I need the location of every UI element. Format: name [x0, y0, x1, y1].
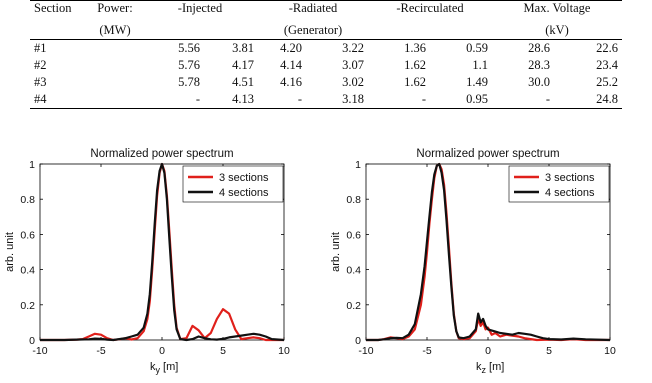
y-tick-label: 0.2	[346, 299, 361, 312]
table-cell-section: #1	[34, 41, 47, 55]
table-cell-rec-a: 1.62	[404, 58, 426, 72]
table-cell-rec-b: 1.1	[472, 58, 488, 72]
table-cell-rec-a: 1.62	[404, 75, 426, 89]
header-power-unit: (MW)	[88, 21, 142, 40]
table-cell-vol-a: 30.0	[528, 75, 550, 89]
table-cell-rad-b: 3.02	[342, 75, 364, 89]
y-tick-label: 0	[355, 335, 361, 347]
table-cell-empty	[88, 74, 142, 91]
table-cell-inj-a: 5.76	[178, 58, 200, 72]
table-cell-vol-b: 25.2	[596, 75, 618, 89]
results-table	[30, 0, 622, 109]
table-cell-rad-a: 4.16	[280, 75, 302, 89]
x-tick-label: 10	[278, 345, 290, 357]
y-tick-label: 0	[29, 335, 35, 347]
table-cell-section: #4	[30, 91, 88, 109]
chart-title: Normalized power spectrum	[416, 148, 560, 160]
y-tick-label: 0.8	[346, 194, 361, 207]
table-cell-inj-a: 5.56	[178, 41, 200, 55]
chart-title: Normalized power spectrum	[90, 148, 234, 160]
x-tick-label: 0	[485, 345, 491, 357]
y-tick-label: 0.8	[20, 194, 35, 207]
spectrum-plot-kz	[326, 138, 652, 383]
table-cell-rad-b: 3.18	[306, 91, 368, 109]
x-tick-label: -10	[358, 345, 374, 357]
y-tick-label: 1	[355, 159, 361, 171]
table-cell-vol-b: 22.6	[596, 41, 618, 55]
table-cell-inj-a: 5.78	[178, 75, 200, 89]
table-cell-inj-a: -	[142, 91, 204, 109]
y-axis-label: arb. unit	[4, 232, 16, 272]
table-cell-inj-b: 4.13	[204, 91, 258, 109]
header-section: Section	[30, 1, 88, 22]
header-recirculated: -Recirculated	[368, 1, 492, 22]
x-tick-label: -5	[96, 345, 106, 357]
table-cell-empty	[88, 40, 142, 58]
legend-label: 3 sections	[545, 172, 595, 184]
table-row	[30, 91, 622, 109]
y-tick-label: 0.6	[346, 229, 361, 242]
table-header-row	[30, 1, 622, 22]
results-table-container	[30, 0, 622, 109]
table-cell-rec-b: 0.59	[466, 41, 488, 55]
legend-label: 4 sections	[219, 187, 269, 199]
x-axis-label: $k_z$ [m]	[476, 361, 505, 375]
table-cell-rad-a: -	[258, 91, 306, 109]
table-cell-rec-b: 0.95	[430, 91, 492, 109]
table-cell-section: #2	[34, 58, 47, 72]
table-row	[30, 40, 622, 58]
x-tick-label: -5	[422, 345, 432, 357]
header-max-voltage-unit: (kV)	[492, 21, 622, 40]
x-tick-label: 5	[546, 345, 552, 357]
table-cell-vol-a: 28.6	[528, 41, 550, 55]
table-cell-rad-a: 4.14	[280, 58, 302, 72]
table-cell-inj-b: 4.51	[232, 75, 254, 89]
x-tick-label: 5	[220, 345, 226, 357]
header-injected: -Injected	[142, 1, 258, 22]
table-cell-section: #3	[34, 75, 47, 89]
table-cell-rad-a: 4.20	[280, 41, 302, 55]
table-row	[30, 74, 622, 91]
table-cell-empty	[88, 91, 142, 109]
table-cell-rec-a: -	[368, 91, 430, 109]
x-tick-label: 0	[159, 345, 165, 357]
header-radiated-sub: (Generator)	[258, 21, 368, 40]
y-tick-label: 1	[29, 159, 35, 171]
x-axis-label: $k_y$ [m]	[150, 361, 179, 375]
table-cell-vol-a: -	[492, 91, 554, 109]
table-cell-vol-a: 28.3	[528, 58, 550, 72]
table-cell-inj-b: 3.81	[232, 41, 254, 55]
table-cell-rec-a: 1.36	[404, 41, 426, 55]
y-tick-label: 0.2	[20, 299, 35, 312]
table-cell-vol-b: 24.8	[554, 91, 622, 109]
header-max-voltage: Max. Voltage	[492, 1, 622, 22]
header-radiated: -Radiated	[258, 1, 368, 22]
table-cell-rad-b: 3.22	[342, 41, 364, 55]
spectrum-plot-ky	[0, 138, 326, 383]
table-cell-empty	[88, 57, 142, 74]
table-cell-rad-b: 3.07	[342, 58, 364, 72]
x-tick-label: -10	[32, 345, 48, 357]
header-power: Power:	[88, 1, 142, 22]
table-cell-inj-b: 4.17	[232, 58, 254, 72]
y-tick-label: 0.6	[20, 229, 35, 242]
table-row	[30, 57, 622, 74]
legend-label: 4 sections	[545, 187, 595, 199]
legend-label: 3 sections	[219, 172, 269, 184]
table-cell-rec-b: 1.49	[466, 75, 488, 89]
table-cell-vol-b: 23.4	[596, 58, 618, 72]
table-subheader-row	[30, 21, 622, 40]
y-tick-label: 0.4	[346, 264, 361, 277]
y-axis-label: arb. unit	[330, 232, 342, 272]
y-tick-label: 0.4	[20, 264, 35, 277]
x-tick-label: 10	[604, 345, 616, 357]
